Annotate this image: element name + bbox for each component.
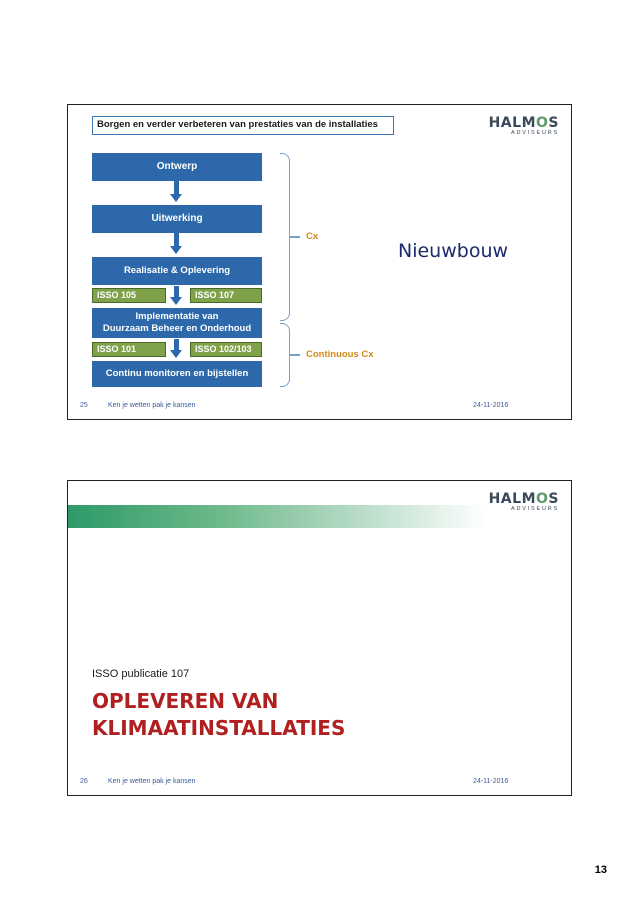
step-realisatie: Realisatie & Oplevering [92,257,262,285]
cx-label: Cx [306,231,319,242]
arrow-down-icon [170,297,182,305]
arrow-down-icon [170,246,182,254]
cx-brace [280,153,290,321]
isso-101-badge: ISSO 101 [92,342,166,357]
step-uitwerking: Uitwerking [92,205,262,233]
halmos-logo: HALMOS ADVISEURS [488,115,559,136]
slide-heading: Nieuwbouw [398,240,509,262]
footer-date: 24-11-2016 [473,402,509,409]
green-gradient-bar [68,505,486,528]
isso-105-badge: ISSO 105 [92,288,166,303]
footer-text: Ken je wetten pak je kansen [108,402,196,409]
halmos-logo: HALMOS ADVISEURS [488,491,559,512]
footer-date: 24-11-2016 [473,778,509,785]
arrow-shaft [174,181,179,195]
slide-25 [67,104,572,420]
step-ontwerp: Ontwerp [92,153,262,181]
step-implementatie: Implementatie van Duurzaam Beheer en Onderhoud [92,308,262,338]
slide-number: 26 [80,778,88,785]
continuous-cx-brace [280,323,290,387]
slide-title: OPLEVEREN VAN KLIMAATINSTALLATIES [92,689,346,740]
continuous-cx-label: Continuous Cx [306,349,374,360]
arrow-down-icon [170,350,182,358]
cx-brace-tick [290,236,300,238]
isso-102-103-badge: ISSO 102/103 [190,342,262,357]
step-continu-monitoren: Continu monitoren en bijstellen [92,361,262,387]
arrow-down-icon [170,194,182,202]
slide-subtitle: ISSO publicatie 107 [92,668,190,680]
isso-107-badge: ISSO 107 [190,288,262,303]
page-number: 13 [594,864,607,876]
slide-number: 25 [80,402,88,409]
arrow-shaft [174,233,179,247]
continuous-cx-brace-tick [290,354,300,356]
diagram-title: Borgen en verder verbeteren van prestaties van de installaties [92,116,394,135]
footer-text: Ken je wetten pak je kansen [108,778,196,785]
slide-26 [67,480,572,796]
